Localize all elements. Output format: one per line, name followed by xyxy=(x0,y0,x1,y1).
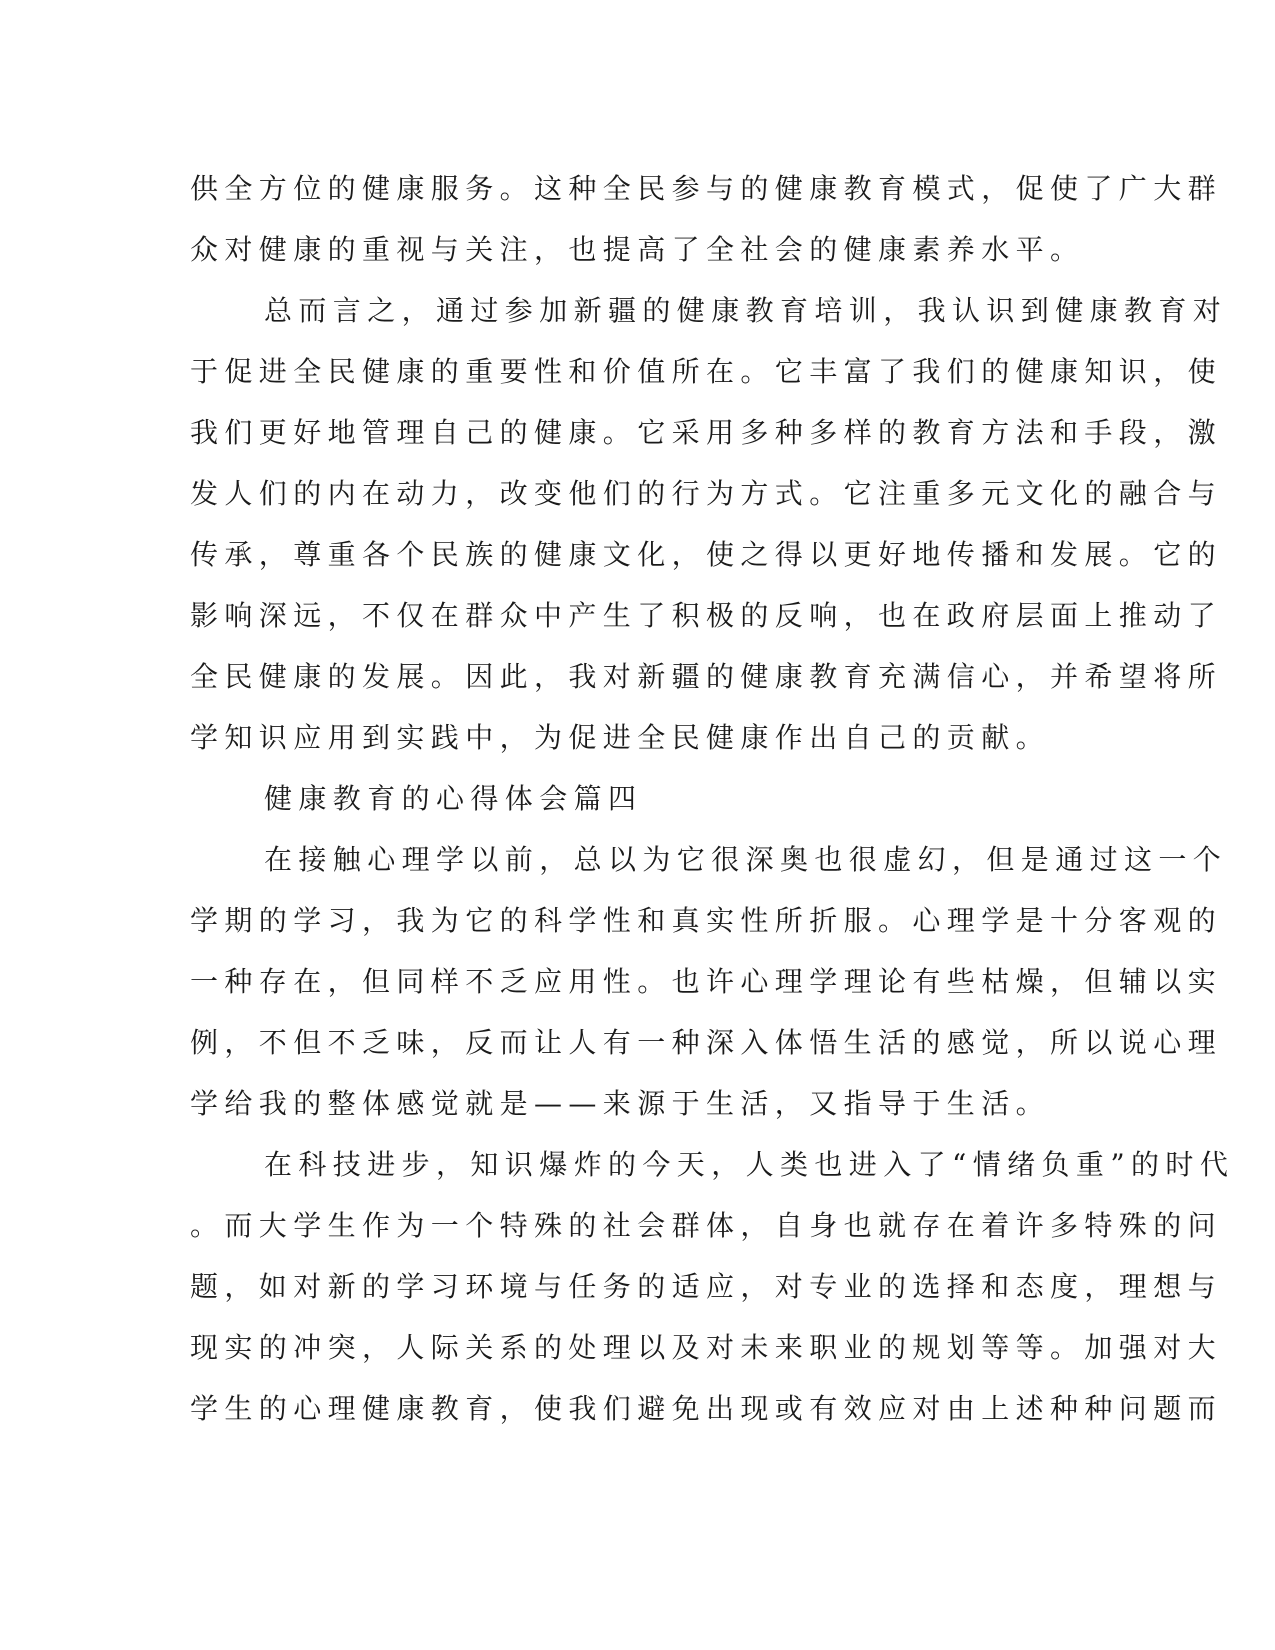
text-line: 传承，尊重各个民族的健康文化，使之得以更好地传播和发展。它的 xyxy=(190,538,1223,571)
text-line: 于促进全民健康的重要性和价值所在。它丰富了我们的健康知识，使 xyxy=(190,355,1223,388)
text-line: 学知识应用到实践中，为促进全民健康作出自己的贡献。 xyxy=(190,721,1051,754)
text-line: 学生的心理健康教育，使我们避免出现或有效应对由上述种种问题而 xyxy=(190,1392,1223,1425)
section-heading: 健康教育的心得体会篇四 xyxy=(264,782,643,815)
text-line: 发人们的内在动力，改变他们的行为方式。它注重多元文化的融合与 xyxy=(190,477,1223,510)
body-text xyxy=(190,158,1235,1439)
text-line: 现实的冲突，人际关系的处理以及对未来职业的规划等等。加强对大 xyxy=(190,1331,1223,1364)
text-line: 总而言之，通过参加新疆的健康教育培训，我认识到健康教育对 xyxy=(264,294,1228,327)
text-line: 众对健康的重视与关注，也提高了全社会的健康素养水平。 xyxy=(190,233,1085,266)
text-line: 。而大学生作为一个特殊的社会群体，自身也就存在着许多特殊的问 xyxy=(190,1209,1223,1242)
text-line: 学期的学习，我为它的科学性和真实性所折服。心理学是十分客观的 xyxy=(190,904,1223,937)
text-line: 在科技进步，知识爆炸的今天，人类也进入了“情绪负重”的时代 xyxy=(264,1148,1235,1181)
text-line: 题，如对新的学习环境与任务的适应，对专业的选择和态度，理想与 xyxy=(190,1270,1223,1303)
text-line: 我们更好地管理自己的健康。它采用多种多样的教育方法和手段，激 xyxy=(190,416,1223,449)
text-line: 一种存在，但同样不乏应用性。也许心理学理论有些枯燥，但辅以实 xyxy=(190,965,1223,998)
text-line: 学给我的整体感觉就是——来源于生活，又指导于生活。 xyxy=(190,1087,1051,1120)
text-line: 例，不但不乏味，反而让人有一种深入体悟生活的感觉，所以说心理 xyxy=(190,1026,1223,1059)
text-line: 全民健康的发展。因此，我对新疆的健康教育充满信心，并希望将所 xyxy=(190,660,1223,693)
text-line: 供全方位的健康服务。这种全民参与的健康教育模式，促使了广大群 xyxy=(190,172,1223,205)
text-line: 影响深远，不仅在群众中产生了积极的反响，也在政府层面上推动了 xyxy=(190,599,1223,632)
text-line: 在接触心理学以前，总以为它很深奥也很虚幻，但是通过这一个 xyxy=(264,843,1228,876)
